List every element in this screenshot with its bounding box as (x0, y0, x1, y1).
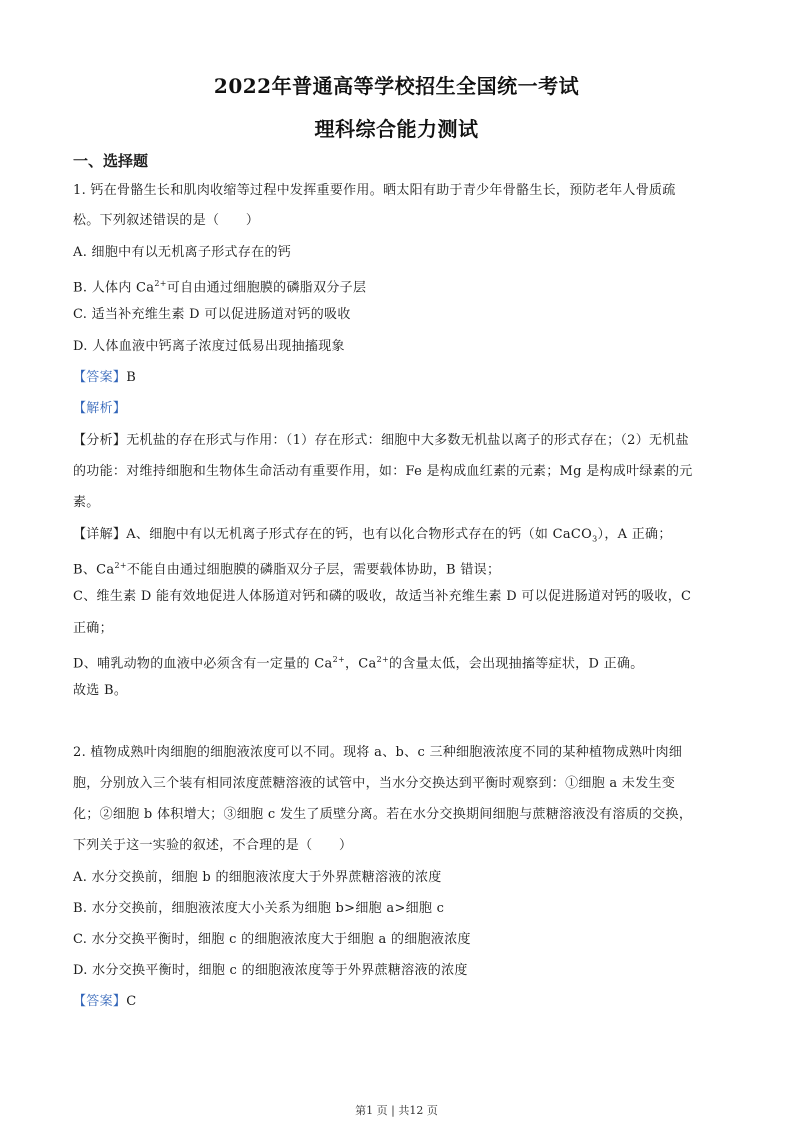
detail-tag: 【详解】 (73, 527, 127, 542)
q1-option-d: D. 人体血液中钙离子浓度过低易出现抽搐现象 (73, 339, 345, 354)
page-footer: 第1 页 | 共12 页 (355, 1104, 438, 1117)
exam-subtitle: 理科综合能力测试 (314, 117, 479, 141)
q2-stem-line: 胞，分别放入三个装有相同浓度蔗糖溶液的试管中，当水分交换达到平衡时观察到：①细胞 a 未发生变 (73, 776, 676, 791)
q1-fenxi-line: 素。 (73, 495, 100, 510)
q2-option-a: A. 水分交换前，细胞 b 的细胞液浓度大于外界蔗糖溶液的浓度 (73, 870, 442, 885)
q1-detail-d: D、哺乳动物的血液中必须含有一定量的 $Ca^{2+}$，$Ca^{2+}$的含量太低，会出现抽搐等症状，D 正确。 (73, 655, 644, 672)
q1-answer: 【答案】B (73, 370, 137, 385)
q1-analysis-label: 【解析】 (73, 401, 127, 416)
q1-detail-c: C、维生素 D 能有效地促进人体肠道对钙和磷的吸收，故适当补充维生素 D 可以促进肠道对钙的吸收，C (73, 589, 692, 604)
q1-detail-c-cont: 正确； (73, 621, 113, 636)
q2-stem-line: 下列关于这一实验的叙述，不合理的是（ ） (73, 838, 353, 853)
q2-option-b: B. 水分交换前，细胞液浓度大小关系为细胞 b>细胞 a>细胞 c (73, 901, 445, 916)
answer-tag: 【答案】 (73, 370, 127, 385)
q1-detail-b: B、$Ca^{2+}$不能自由通过细胞膜的磷脂双分子层，需要载体协助，B 错误； (73, 561, 501, 578)
q1-option-c: C. 适当补充维生素 D 可以促进肠道对钙的吸收 (73, 307, 351, 322)
q2-stem-line: 2. 植物成熟叶肉细胞的细胞液浓度可以不同。现将 a、b、c 三种细胞液浓度不同的某种植物成熟叶肉细 (73, 745, 683, 760)
q1-stem-line: 松。下列叙述错误的是（ ） (73, 213, 260, 228)
q1-detail-a: 【详解】A、细胞中有以无机离子形式存在的钙，也有以化合物形式存在的钙（如 CaCO$_3$），A 正确； (73, 527, 672, 544)
fenxi-tag: 【分析】 (73, 433, 127, 448)
q1-fenxi: 【分析】无机盐的存在形式与作用：（1）存在形式：细胞中大多数无机盐以离子的形式存在；（2）无机盐 (73, 433, 689, 448)
q1-conclusion: 故选 B。 (73, 683, 128, 698)
q2-stem-line: 化；②细胞 b 体积增大；③细胞 c 发生了质壁分离。若在水分交换期间细胞与蔗糖溶液没有溶质的交换， (73, 807, 693, 822)
q2-option-c: C. 水分交换平衡时，细胞 c 的细胞液浓度大于细胞 a 的细胞液浓度 (73, 932, 471, 947)
q2-answer: 【答案】C (73, 994, 137, 1009)
answer-tag: 【答案】 (73, 994, 127, 1009)
q1-option-b: B. 人体内 $Ca^{2+}$可自由通过细胞膜的磷脂双分子层 (73, 279, 367, 296)
q1-option-a: A. 细胞中有以无机离子形式存在的钙 (73, 245, 292, 260)
section-heading: 一、选择题 (73, 152, 149, 170)
q1-stem-line: 1. 钙在骨骼生长和肌肉收缩等过程中发挥重要作用。晒太阳有助于青少年骨骼生长，预防老年人骨质疏 (73, 183, 676, 198)
q1-fenxi-line: 的功能：对维持细胞和生物体生命活动有重要作用，如：Fe 是构成血红素的元素；Mg 是构成叶绿素的元 (73, 464, 693, 479)
q2-option-d: D. 水分交换平衡时，细胞 c 的细胞液浓度等于外界蔗糖溶液的浓度 (73, 963, 468, 978)
exam-title: 2022年普通高等学校招生全国统一考试 (213, 74, 580, 98)
